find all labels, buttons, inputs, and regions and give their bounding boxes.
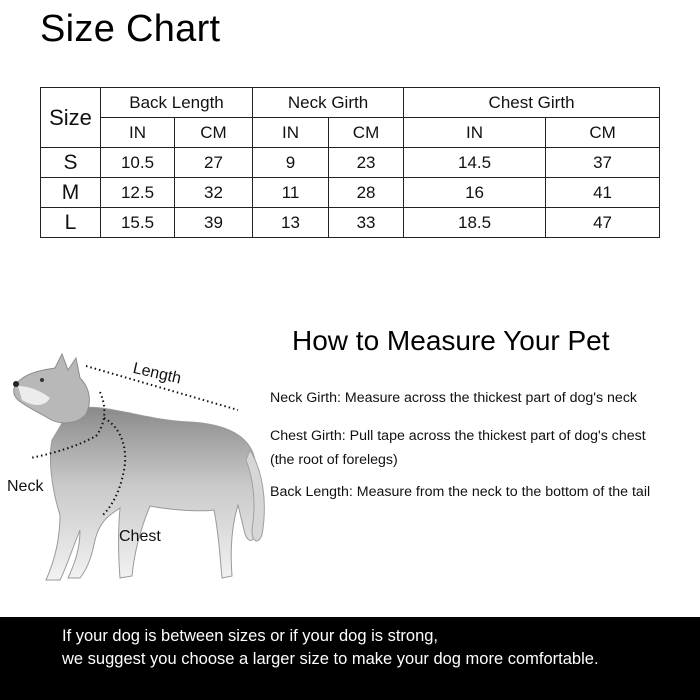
unit-header: IN bbox=[253, 118, 329, 148]
table-cell: 11 bbox=[253, 178, 329, 208]
table-cell: 37 bbox=[546, 148, 660, 178]
size-label: M bbox=[41, 178, 101, 208]
dog-eye-shape bbox=[40, 378, 44, 382]
footer-line-2: we suggest you choose a larger size to make your dog more comfortable. bbox=[62, 650, 599, 668]
unit-header: CM bbox=[175, 118, 253, 148]
table-cell: 47 bbox=[546, 208, 660, 238]
table-row bbox=[41, 178, 660, 208]
unit-header: IN bbox=[101, 118, 175, 148]
table-cell: 16 bbox=[404, 178, 546, 208]
table-cell: 33 bbox=[329, 208, 404, 238]
size-chart-table bbox=[40, 87, 660, 238]
measure-title: How to Measure Your Pet bbox=[292, 325, 610, 356]
chest-girth-note: (the root of forelegs) bbox=[270, 452, 398, 468]
table-cell: 28 bbox=[329, 178, 404, 208]
page-title: Size Chart bbox=[40, 8, 221, 50]
table-row bbox=[41, 148, 660, 178]
footer-banner bbox=[0, 617, 700, 700]
table-cell: 18.5 bbox=[404, 208, 546, 238]
unit-header: IN bbox=[404, 118, 546, 148]
table-unit-row bbox=[41, 118, 660, 148]
table-cell: 13 bbox=[253, 208, 329, 238]
table-cell: 41 bbox=[546, 178, 660, 208]
length-label: Length bbox=[131, 360, 183, 388]
table-row bbox=[41, 208, 660, 238]
footer-line-1: If your dog is between sizes or if your dog is strong, bbox=[62, 627, 439, 645]
table-cell: 32 bbox=[175, 178, 253, 208]
neck-label: Neck bbox=[7, 478, 44, 495]
back-length-instruction: Back Length: Measure from the neck to the bottom of the tail bbox=[270, 484, 651, 500]
size-column-header: Size bbox=[41, 88, 101, 148]
back-length-header: Back Length bbox=[101, 88, 253, 118]
table-cell: 23 bbox=[329, 148, 404, 178]
neck-girth-instruction: Neck Girth: Measure across the thickest part of dog's neck bbox=[270, 390, 638, 406]
unit-header: CM bbox=[329, 118, 404, 148]
unit-header: CM bbox=[546, 118, 660, 148]
dog-body-shape bbox=[46, 407, 260, 580]
table-cell: 27 bbox=[175, 148, 253, 178]
table-cell: 10.5 bbox=[101, 148, 175, 178]
size-label: S bbox=[41, 148, 101, 178]
table-cell: 9 bbox=[253, 148, 329, 178]
chest-girth-header: Chest Girth bbox=[404, 88, 660, 118]
table-cell: 39 bbox=[175, 208, 253, 238]
size-label: L bbox=[41, 208, 101, 238]
table-header-row bbox=[41, 88, 660, 118]
table-cell: 15.5 bbox=[101, 208, 175, 238]
table-cell: 12.5 bbox=[101, 178, 175, 208]
chest-girth-instruction: Chest Girth: Pull tape across the thickest part of dog's chest bbox=[270, 428, 646, 444]
dog-nose-shape bbox=[13, 381, 19, 387]
neck-girth-header: Neck Girth bbox=[253, 88, 404, 118]
table-cell: 14.5 bbox=[404, 148, 546, 178]
chest-label: Chest bbox=[119, 528, 161, 545]
